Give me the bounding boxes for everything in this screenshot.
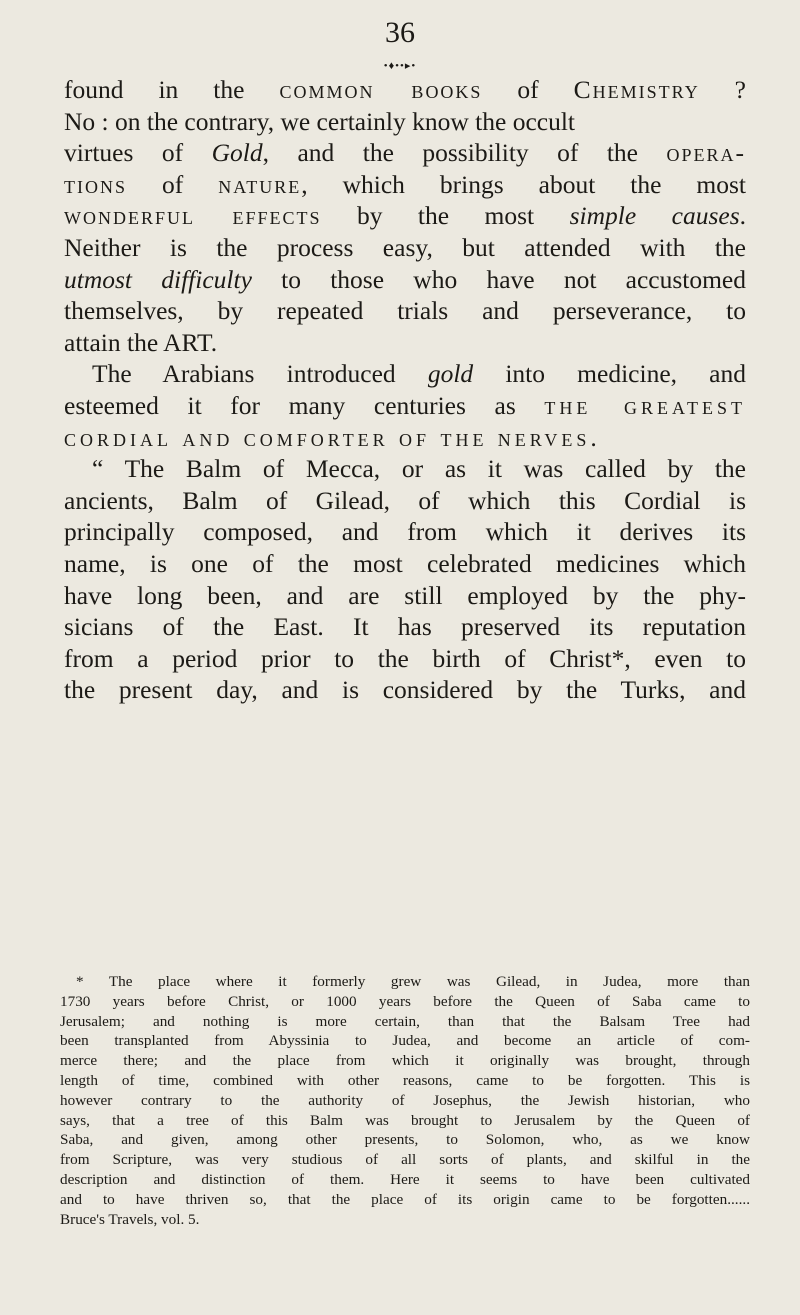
footnote-line: description and distinction of them. Here it seems to have been cultivated [60, 1170, 750, 1188]
footnote-line: length of time, combined with other reasons, came to be forgotten. This is [60, 1071, 750, 1089]
body-line: tions of nature, which brings about the most [64, 169, 746, 199]
small-caps-text: common books [279, 75, 483, 104]
small-caps-text: Chemistry [573, 75, 700, 104]
body-line: esteemed it for many centuries as the greatest [64, 390, 746, 420]
italic-text: simple causes [569, 201, 740, 231]
body-line: ancients, Balm of Gilead, of which this Cordial is [64, 485, 746, 515]
footnote-line: from Scripture, was very studious of all sorts of plants, and skilful in the [60, 1151, 750, 1169]
italic-text: gold [427, 359, 474, 389]
body-line: principally composed, and from which it derives its [64, 517, 746, 547]
body-line: Neither is the process easy, but attended with the [64, 232, 746, 262]
footnote-line: been transplanted from Abyssinia to Judea, and become an article of com- [60, 1032, 750, 1050]
body-line: sicians of the East. It has preserved its reputation [64, 612, 746, 642]
footnote-line: Bruce's Travels, vol. 5. [60, 1210, 200, 1228]
footnote-line: 1730 years before Christ, or 1000 years before the Queen of Saba came to [60, 992, 750, 1010]
body-line: the present day, and is considered by the Turks, and [64, 675, 746, 705]
footnote-line: says, that a tree of this Balm was brought to Jerusalem by the Queen of [60, 1111, 750, 1129]
small-caps-text: wonderful effects [64, 201, 322, 231]
body-line: virtues of Gold, and the possibility of the opera- [64, 138, 746, 168]
body-line: themselves, by repeated trials and perseverance, to [64, 296, 746, 326]
footnote-line: * The place where it formerly grew was Gilead, in Judea, more than [76, 973, 750, 990]
ornament-rule: •♦••▸• [383, 60, 417, 72]
body-line: utmost difficulty to those who have not accustomed [64, 264, 747, 294]
body-line: wonderful effects by the most simple causes. [64, 201, 747, 231]
body-line: have long been, and are still employed by the phy- [64, 580, 746, 610]
body-line: The Arabians introduced gold into medicine, and [92, 359, 747, 389]
small-caps-text: the greatest [544, 390, 746, 420]
body-line: No : on the contrary, we certainly know the occult [64, 106, 576, 136]
body-line: found in the common books of Chemistry ? [64, 75, 747, 104]
footnote-line: Saba, and given, among other presents, to Solomon, who, as we know [60, 1131, 750, 1149]
italic-text: Gold [211, 138, 263, 168]
body-line: name, is one of the most celebrated medicines which [64, 548, 746, 578]
footnote-line: Jerusalem; and nothing is more certain, than that the Balsam Tree had [60, 1012, 750, 1030]
footnote-line: however contrary to the authority of Josephus, the Jewish historian, who [60, 1091, 750, 1109]
body-line: attain the ART. [64, 327, 218, 357]
body-line [64, 422, 746, 454]
body-text [64, 74, 746, 706]
page-number: 36 [385, 16, 415, 49]
body-line: from a period prior to the birth of Christ*, even to [64, 643, 746, 673]
small-caps-text: cordial and comforter of the nerves. [64, 422, 601, 452]
footnote-line: merce there; and the place from which it originally was brought, through [60, 1052, 750, 1070]
body-line: “ The Balm of Mecca, or as it was called by the [92, 454, 746, 484]
small-caps-text: tions [64, 169, 127, 199]
italic-text: utmost difficulty [64, 264, 252, 294]
small-caps-text: opera- [666, 138, 746, 168]
small-caps-text: nature [218, 169, 302, 199]
footnote [60, 972, 750, 1229]
footnote-line: and to have thriven so, that the place of its origin came to be forgotten...... [60, 1190, 750, 1208]
